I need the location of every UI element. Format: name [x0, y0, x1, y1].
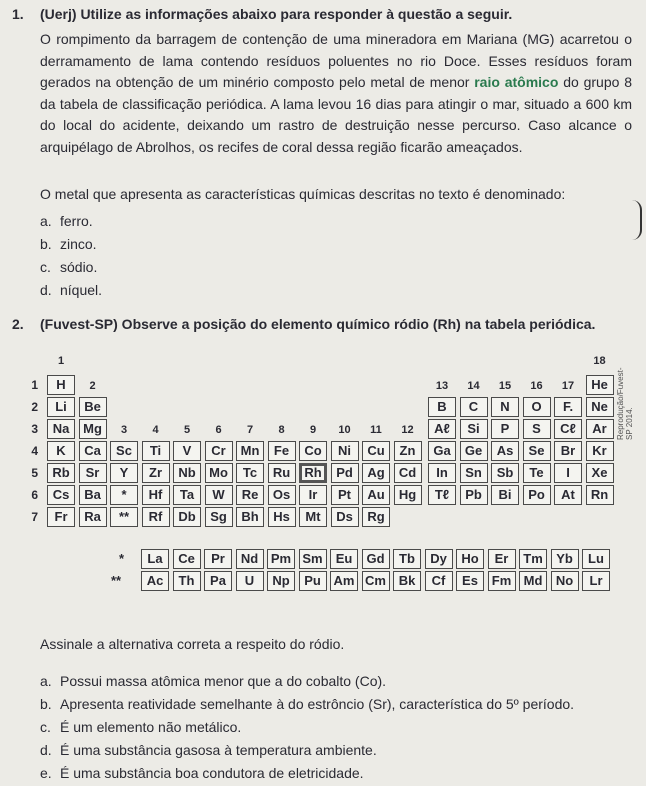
actinide-cell-Am: Am: [330, 571, 358, 591]
element-cell-Se: Se: [523, 441, 551, 461]
group-label-5: 5: [183, 424, 191, 436]
element-cell-Mo: Mo: [205, 463, 233, 483]
actinide-cell-Md: Md: [519, 571, 547, 591]
element-cell-Sc: Sc: [110, 441, 138, 461]
element-cell-Zr: Zr: [142, 463, 170, 483]
margin-bracket-mark: [626, 200, 642, 240]
source-note: Reprodução/Fuvest-SP 2014.: [616, 367, 634, 440]
element-cell-Ag: Ag: [362, 463, 390, 483]
element-cell-N: N: [491, 397, 519, 417]
question-1-options: [40, 210, 102, 302]
element-cell-Ds: Ds: [331, 507, 359, 527]
element-cell-Zn: Zn: [394, 441, 422, 461]
element-cell-Po: Po: [523, 485, 551, 505]
element-cell-Fe: Fe: [268, 441, 296, 461]
element-cell-C: C: [460, 397, 488, 417]
question-2-prompt: Assinale a alternativa correta a respeito do ródio.: [40, 636, 345, 652]
element-cell-Co: Co: [299, 441, 327, 461]
element-cell-Ge: Ge: [460, 441, 488, 461]
lanthanide-cell-Ce: Ce: [173, 549, 201, 569]
lanthanide-cell-Nd: Nd: [236, 549, 264, 569]
element-cell-Si: Si: [460, 419, 488, 439]
element-cell-Ga: Ga: [428, 441, 456, 461]
question-1-number: 1.: [12, 6, 24, 22]
element-cell-Bh: Bh: [236, 507, 264, 527]
element-cell-Pt: Pt: [331, 485, 359, 505]
highlight-raio-atomico: raio atômico: [474, 74, 559, 91]
element-cell-Ar: Ar: [586, 419, 614, 439]
element-cell-Tℓ: Tℓ: [428, 485, 456, 505]
group-label-2: 2: [89, 380, 96, 392]
period-label-6: 6: [31, 488, 38, 502]
option-b[interactable]: b. Apresenta reatividade semelhante à do estrôncio (Sr), característica do 5º período.: [40, 696, 575, 712]
lanthanide-cell-Pm: Pm: [267, 549, 295, 569]
element-cell-star: *: [110, 485, 138, 505]
lanthanide-cell-Sm: Sm: [299, 549, 327, 569]
element-cell-Kr: Kr: [586, 441, 614, 461]
option-a[interactable]: a. ferro.: [40, 213, 93, 229]
element-cell-Pb: Pb: [460, 485, 488, 505]
element-cell-Db: Db: [173, 507, 201, 527]
element-cell-He: He: [586, 375, 614, 395]
actinide-cell-Pa: Pa: [204, 571, 232, 591]
element-cell-Hg: Hg: [394, 485, 422, 505]
option-a[interactable]: a. Possui massa atômica menor que a do cobalto (Co).: [40, 673, 387, 689]
element-cell-H: H: [47, 375, 75, 395]
group-label-14: 14: [467, 380, 480, 392]
element-cell-Te: Te: [523, 463, 551, 483]
element-cell-K: K: [47, 441, 75, 461]
question-2-title: (Fuvest-SP) Observe a posição do elemento químico ródio (Rh) na tabela periódica.: [40, 316, 596, 332]
group-label-6: 6: [215, 424, 222, 436]
lanthanide-cell-Pr: Pr: [204, 549, 232, 569]
lanthanides-marker: *: [119, 551, 125, 566]
period-label-2: 2: [31, 400, 38, 414]
element-cell-Tc: Tc: [236, 463, 264, 483]
element-cell-Cd: Cd: [394, 463, 422, 483]
element-cell-Sn: Sn: [460, 463, 488, 483]
element-cell-Mg: Mg: [79, 419, 107, 439]
period-label-3: 3: [31, 422, 38, 436]
element-cell-Rf: Rf: [142, 507, 170, 527]
element-cell-Rb: Rb: [47, 463, 75, 483]
group-label-8: 8: [278, 424, 285, 436]
actinide-cell-Cf: Cf: [425, 571, 453, 591]
element-cell-Ni: Ni: [331, 441, 359, 461]
lanthanide-cell-Tb: Tb: [393, 549, 421, 569]
group-label-17: 17: [561, 380, 575, 392]
element-cell-Fr: Fr: [47, 507, 75, 527]
period-label-4: 4: [31, 444, 38, 458]
group-label-4: 4: [152, 424, 159, 436]
element-cell-Li: Li: [47, 397, 75, 417]
element-cell-V: V: [173, 441, 201, 461]
element-cell-starstar: **: [110, 507, 138, 527]
element-cell-Ne: Ne: [586, 397, 614, 417]
element-cell-Y: Y: [110, 463, 138, 483]
element-cell-In: In: [428, 463, 456, 483]
lanthanide-cell-Eu: Eu: [330, 549, 358, 569]
actinide-cell-Np: Np: [267, 571, 295, 591]
element-cell-Re: Re: [236, 485, 264, 505]
element-cell-Ra: Ra: [79, 507, 107, 527]
element-cell-Cr: Cr: [205, 441, 233, 461]
element-cell-Cℓ: Cℓ: [554, 419, 582, 439]
element-cell-Sb: Sb: [491, 463, 519, 483]
element-cell-W: W: [205, 485, 233, 505]
element-cell-B: B: [428, 397, 456, 417]
element-cell-Br: Br: [554, 441, 582, 461]
element-cell-Ta: Ta: [173, 485, 201, 505]
element-cell-I: I: [554, 463, 582, 483]
option-c[interactable]: c. sódio.: [40, 259, 98, 275]
element-cell-P: P: [491, 419, 519, 439]
element-cell-Ti: Ti: [142, 441, 170, 461]
actinides-marker: **: [111, 573, 122, 588]
text-before: O rompimento da barragem de contenção de uma mineradora em Mariana (MG) acarretou o derramamento de lama contendo resíduos poluentes no rio Doce. Esses resíduos foram gerados na obtenção de um minério composto pelo metal de menor: [40, 31, 632, 91]
actinide-cell-Cm: Cm: [362, 571, 390, 591]
element-cell-Ca: Ca: [79, 441, 107, 461]
question-2-options: [40, 670, 574, 785]
option-e[interactable]: e. É uma substância boa condutora de eletricidade.: [40, 765, 364, 781]
element-cell-Au: Au: [362, 485, 390, 505]
element-cell-S: S: [523, 419, 551, 439]
question-1-text: [40, 29, 632, 159]
element-cell-Rh: Rh: [299, 463, 327, 483]
element-cell-Ru: Ru: [268, 463, 296, 483]
element-cell-O: O: [523, 397, 551, 417]
lanthanide-cell-Er: Er: [488, 549, 516, 569]
group-label-1: 1: [57, 355, 65, 367]
element-cell-Na: Na: [47, 419, 75, 439]
element-cell-Sg: Sg: [205, 507, 233, 527]
element-cell-Rn: Rn: [586, 485, 614, 505]
element-cell-Mt: Mt: [299, 507, 327, 527]
element-cell-Mn: Mn: [236, 441, 264, 461]
group-label-11: 11: [370, 424, 382, 436]
element-cell-Os: Os: [268, 485, 296, 505]
question-2-number: 2.: [12, 316, 24, 332]
group-label-12: 12: [401, 424, 414, 436]
lanthanide-cell-La: La: [141, 549, 169, 569]
actinide-cell-Ac: Ac: [141, 571, 169, 591]
lanthanide-cell-Yb: Yb: [551, 549, 579, 569]
element-cell-Hs: Hs: [268, 507, 296, 527]
group-label-9: 9: [309, 424, 317, 436]
group-label-13: 13: [435, 380, 449, 392]
text-after: do grupo 8 da tabela de classificação periódica. A lama levou 16 dias para atingir o mar, situado a 600 km do local do acidente, deixando um rastro de destruição nesse percurso. Caso alcance o arquipélago de Abrolhos, os recifes de coral dessa região ficarão ameaçados.: [40, 74, 632, 155]
actinide-cell-Fm: Fm: [488, 571, 516, 591]
element-cell-Pd: Pd: [331, 463, 359, 483]
period-label-1: 1: [31, 378, 38, 392]
element-cell-Sr: Sr: [79, 463, 107, 483]
actinide-cell-Pu: Pu: [299, 571, 327, 591]
question-1-title: (Uerj) Utilize as informações abaixo para responder à questão a seguir.: [40, 6, 513, 22]
element-cell-Ir: Ir: [299, 485, 327, 505]
lanthanide-cell-Lu: Lu: [582, 549, 610, 569]
group-label-7: 7: [246, 424, 254, 436]
element-cell-Ba: Ba: [79, 485, 107, 505]
option-c[interactable]: c. É um elemento não metálico.: [40, 719, 242, 735]
element-cell-Nb: Nb: [173, 463, 201, 483]
period-label-7: 7: [31, 510, 38, 524]
group-label-15: 15: [498, 380, 512, 392]
group-label-18: 18: [593, 355, 606, 367]
lanthanide-cell-Ho: Ho: [456, 549, 484, 569]
element-cell-Cu: Cu: [362, 441, 390, 461]
element-cell-Bi: Bi: [491, 485, 519, 505]
actinide-cell-U: U: [236, 571, 264, 591]
element-cell-F.: F.: [554, 397, 582, 417]
actinide-cell-Es: Es: [456, 571, 484, 591]
option-b[interactable]: b. zinco.: [40, 236, 97, 252]
lanthanide-cell-Dy: Dy: [425, 549, 453, 569]
actinide-cell-Th: Th: [173, 571, 201, 591]
question-1-prompt: O metal que apresenta as características químicas descritas no texto é denominado:: [40, 186, 566, 202]
group-label-16: 16: [530, 380, 543, 392]
element-cell-As: As: [491, 441, 519, 461]
lanthanide-cell-Gd: Gd: [362, 549, 390, 569]
group-label-10: 10: [338, 424, 351, 436]
element-cell-Be: Be: [79, 397, 107, 417]
element-cell-Xe: Xe: [586, 463, 614, 483]
option-d[interactable]: d. É uma substância gasosa à temperatura ambiente.: [40, 742, 377, 758]
element-cell-Cs: Cs: [47, 485, 75, 505]
option-d[interactable]: d. níquel.: [40, 282, 103, 298]
actinide-cell-No: No: [551, 571, 579, 591]
period-label-5: 5: [31, 466, 38, 480]
element-cell-Rg: Rg: [362, 507, 390, 527]
element-cell-Aℓ: Aℓ: [428, 419, 456, 439]
lanthanide-cell-Tm: Tm: [519, 549, 547, 569]
element-cell-At: At: [554, 485, 582, 505]
group-label-3: 3: [120, 424, 128, 436]
element-cell-Hf: Hf: [142, 485, 170, 505]
actinide-cell-Bk: Bk: [393, 571, 421, 591]
actinide-cell-Lr: Lr: [582, 571, 610, 591]
